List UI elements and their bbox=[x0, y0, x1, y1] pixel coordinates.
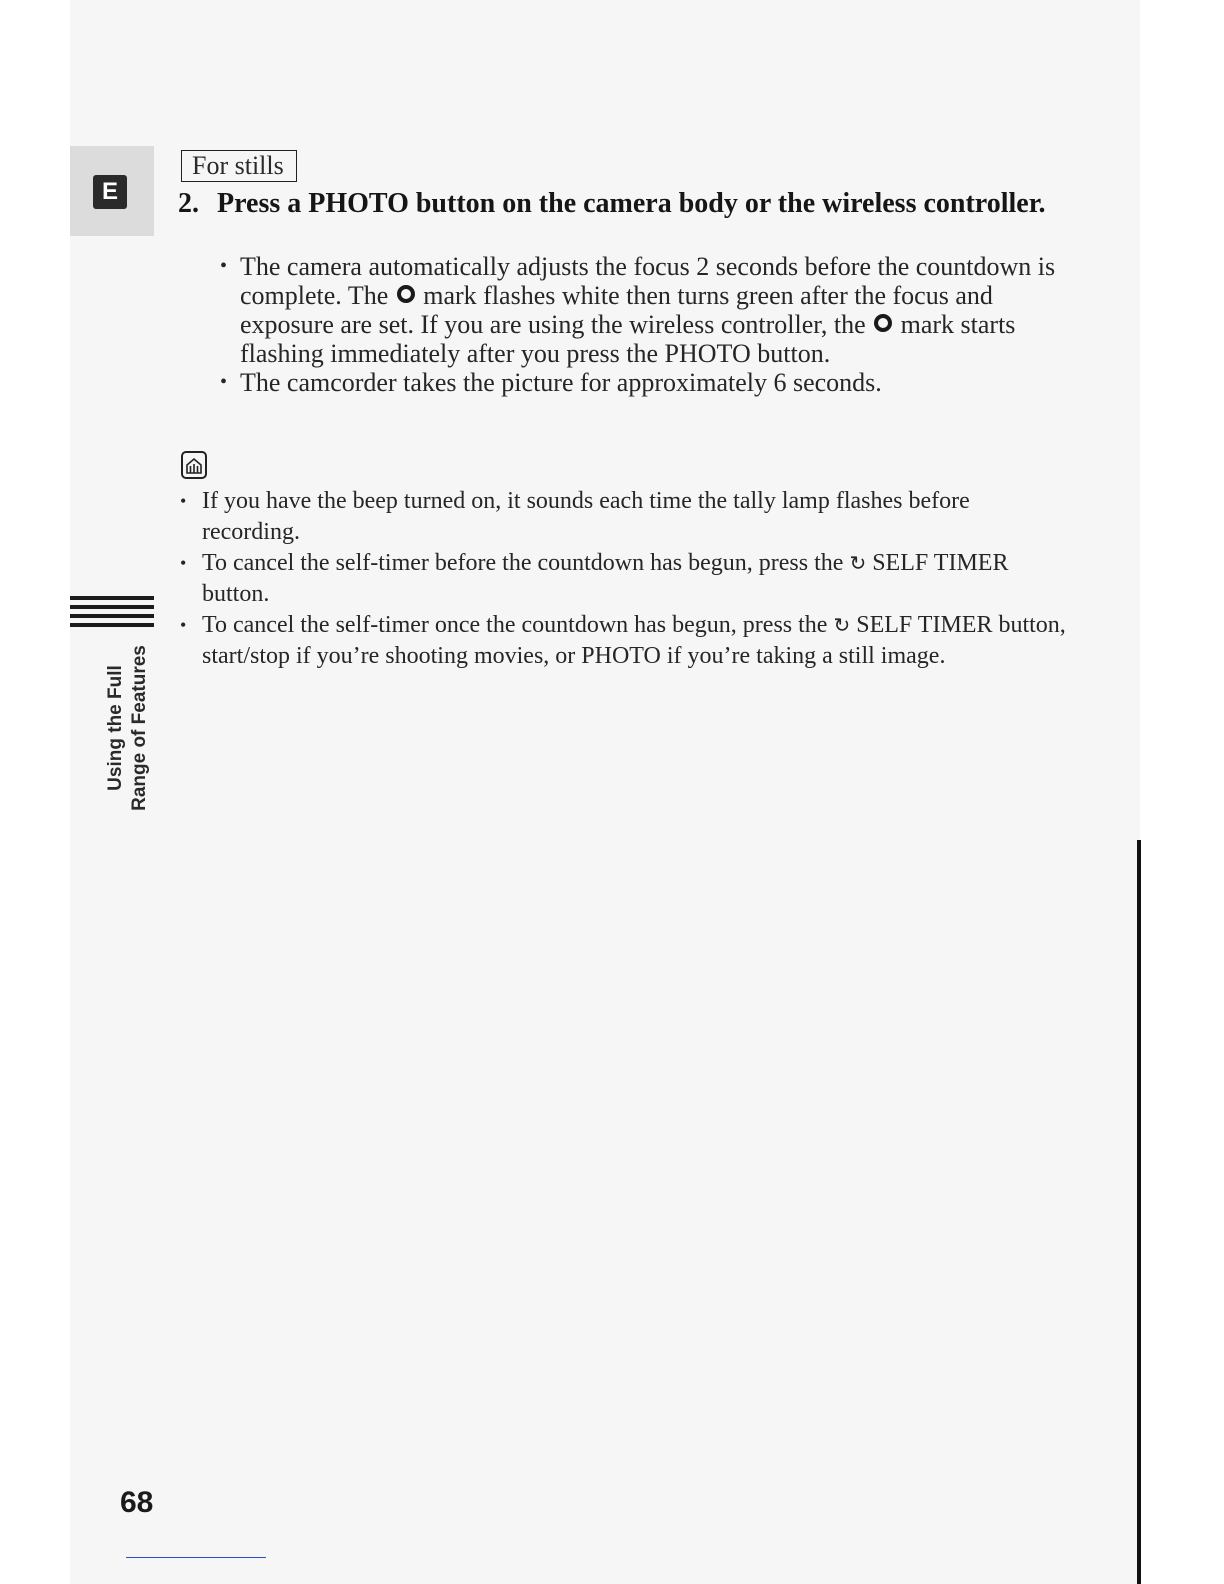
note-text: If you have the beep turned on, it sounds each time the tally lamp flashes before recording. bbox=[202, 488, 970, 545]
step-bullet-list bbox=[218, 252, 1068, 397]
self-timer-icon: ↻ bbox=[833, 613, 851, 637]
note-memo-icon bbox=[181, 451, 207, 479]
list-item bbox=[178, 610, 1068, 672]
note-text: To cancel the self-timer before the countdown has begun, press the bbox=[202, 550, 844, 576]
bullet-text: The camcorder takes the picture for approximately 6 seconds. bbox=[240, 368, 882, 397]
bullet-text: mark flashes white then turns green after the focus and exposure are set. If you are using the wireless controller, the bbox=[240, 281, 993, 339]
step-heading bbox=[178, 186, 1078, 221]
thumb-index-bars bbox=[70, 596, 154, 632]
page-edge bbox=[1137, 840, 1141, 1584]
chapter-label-line1: Using the Full bbox=[105, 665, 126, 791]
self-timer-icon: ↻ bbox=[849, 551, 867, 575]
ring-mark-icon bbox=[397, 285, 415, 303]
note-text: SELF TIMER button. bbox=[202, 550, 1009, 607]
step-number: 2. bbox=[178, 188, 199, 219]
notes-list bbox=[178, 486, 1068, 672]
list-item bbox=[178, 486, 1068, 548]
chapter-label bbox=[104, 643, 154, 813]
ring-mark-icon bbox=[874, 314, 892, 332]
step-title: Press a PHOTO button on the camera body or the wireless controller. bbox=[217, 188, 1046, 219]
note-text: SELF TIMER button, start/stop if you’re shooting movies, or PHOTO if you’re taking a still image. bbox=[202, 612, 1066, 669]
list-item bbox=[218, 368, 1068, 397]
bullet-text: mark starts flashing immediately after you press the PHOTO button. bbox=[240, 310, 1016, 368]
list-item bbox=[178, 548, 1068, 610]
note-text: To cancel the self-timer once the countdown has begun, press the bbox=[202, 612, 828, 638]
list-item bbox=[218, 252, 1068, 368]
page-background bbox=[70, 0, 1140, 1584]
section-label: For stills bbox=[181, 150, 297, 182]
language-badge: E bbox=[93, 175, 127, 209]
footer-rule bbox=[126, 1557, 266, 1558]
page-number: 68 bbox=[120, 1486, 154, 1519]
bullet-text: The camera automatically adjusts the focus 2 seconds before the countdown is complete. The bbox=[240, 252, 1056, 310]
chapter-label-line2: Range of Features bbox=[129, 645, 150, 811]
